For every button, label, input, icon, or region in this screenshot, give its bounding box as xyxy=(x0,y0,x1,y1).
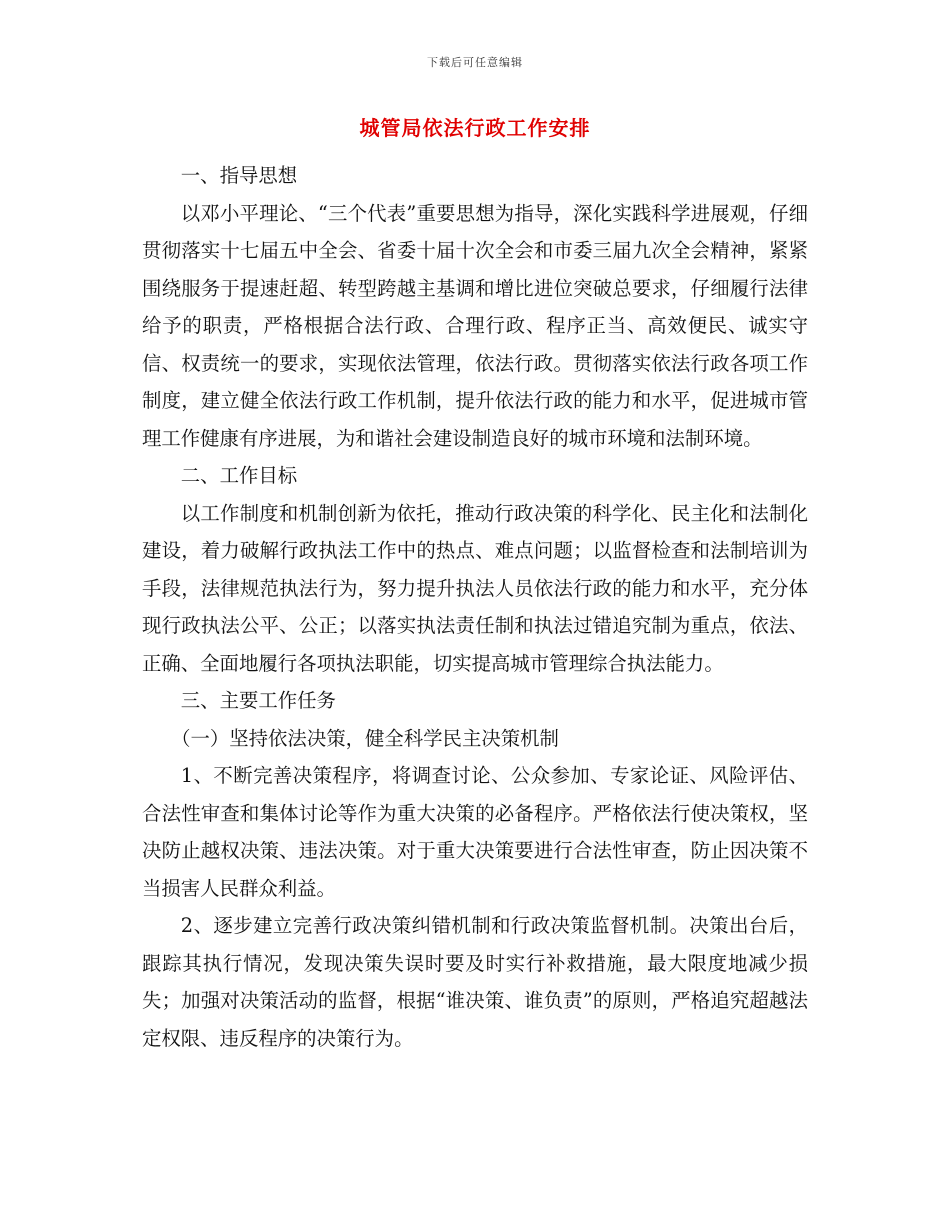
subsection-heading-decision-making: （一）坚持依法决策，健全科学民主决策机制 xyxy=(171,726,559,750)
header-note: 下载后可任意编辑 xyxy=(427,56,523,69)
section-heading-guiding-thought: 一、指导思想 xyxy=(180,164,298,187)
paragraph-work-goals: 以工作制度和机制创新为依托，推动行政决策的科学化、民主化和法制化建设，着力破解行政执法工作中的热点、难点问题；以监督检查和法制培训为手段，法律规范执法行为，努力提升执法人员依法行政的能力和水平，充分体现行政执法公平、公正；以落实执法责任制和执法过错追究制为重点，依法、正确、全面地履行各项执法职能，切实提高城市管理综合执法能力。 xyxy=(142,501,808,675)
paragraph-item-2: 2、逐步建立完善行政决策纠错机制和行政决策监督机制。决策出台后，跟踪其执行情况，发现决策失误时要及时实行补救措施，最大限度地减少损失；加强对决策活动的监督，根据“谁决策、谁负责”的原则，严格追究超越法定权限、违反程序的决策行为。 xyxy=(142,914,808,1050)
document-body xyxy=(142,157,808,1057)
section-heading-work-goals: 二、工作目标 xyxy=(180,464,298,487)
paragraph-guiding-thought: 以邓小平理论、“三个代表”重要思想为指导，深化实践科学进展观，仔细贯彻落实十七届五中全会、省委十届十次全会和市委三届九次全会精神，紧紧围绕服务于提速赶超、转型跨越主基调和增比进位突破总要求，仔细履行法律给予的职责，严格根据合法行政、合理行政、程序正当、高效便民、诚实守信、权责统一的要求，实现依法管理，依法行政。贯彻落实依法行政各项工作制度，建立健全依法行政工作机制，提升依法行政的能力和水平，促进城市管理工作健康有序进展，为和谐社会建设制造良好的城市环境和法制环境。 xyxy=(142,201,808,450)
document-title: 城管局依法行政工作安排 xyxy=(359,116,591,140)
section-heading-main-tasks: 三、主要工作任务 xyxy=(180,689,336,712)
paragraph-item-1: 1、不断完善决策程序，将调查讨论、公众参加、专家论证、风险评估、合法性审查和集体讨论等作为重大决策的必备程序。严格依法行使决策权，坚决防止越权决策、违法决策。对于重大决策要进行合法性审查，防止因决策不当损害人民群众利益。 xyxy=(142,764,808,900)
